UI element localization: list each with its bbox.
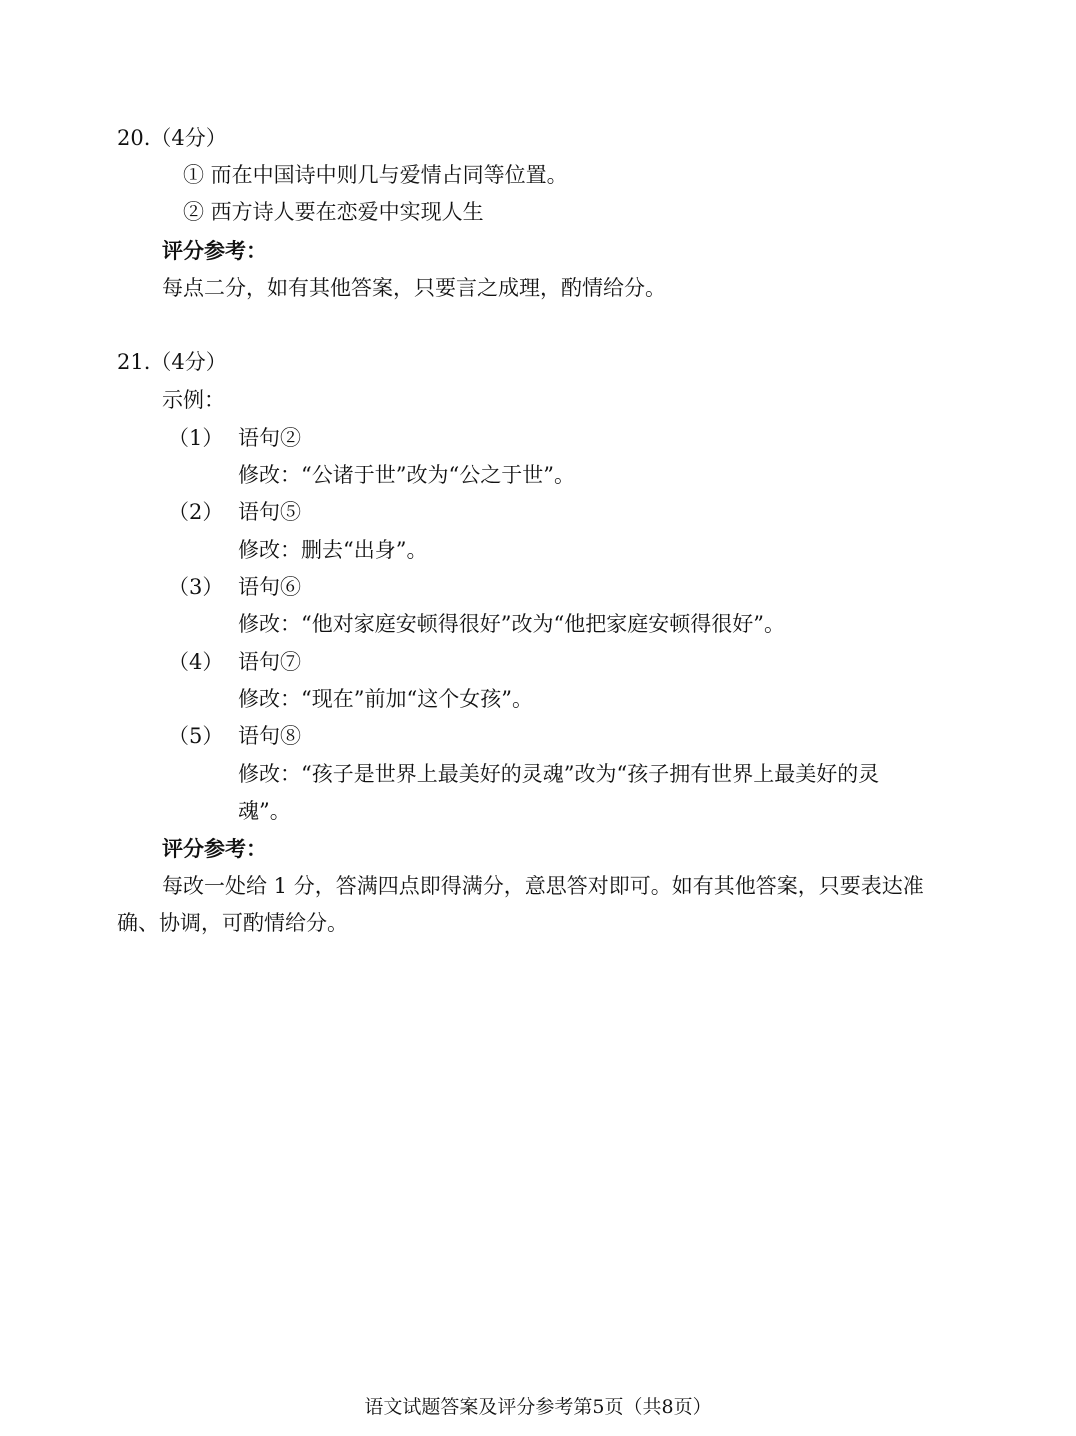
q20-answer-1: ① 而在中国诗中则几与爱情占同等位置。 — [183, 163, 568, 187]
q21-item-1-num: （1） — [168, 426, 224, 450]
page-footer: 语文试题答案及评分参考第5页（共8页） — [364, 1396, 712, 1418]
q21-item-4-sentence: 语句⑦ — [238, 650, 301, 674]
q21-item-5-fix: 修改：“孩子是世界上最美好的灵魂”改为“孩子拥有世界上最美好的灵 — [238, 762, 880, 786]
q21-rubric-line-1: 每改一处给 1 分，答满四点即得满分，意思答对即可。如有其他答案，只要表达准 — [162, 874, 924, 898]
q21-item-2-sentence: 语句⑤ — [238, 500, 301, 524]
q21-item-1-fix: 修改：“公诸于世”改为“公之于世”。 — [238, 463, 575, 487]
q21-example-label: 示例： — [162, 388, 225, 412]
q20-header: 20.（4分） — [117, 126, 227, 150]
q20-answer-2: ② 西方诗人要在恋爱中实现人生 — [183, 200, 484, 224]
q21-item-2-num: （2） — [168, 500, 224, 524]
q21-item-1-sentence: 语句② — [238, 426, 301, 450]
q21-item-4-num: （4） — [168, 650, 224, 674]
q21-item-2-fix: 修改：删去“出身”。 — [238, 538, 428, 562]
q21-item-5-num: （5） — [168, 724, 224, 748]
q21-item-5-sentence: 语句⑧ — [238, 724, 301, 748]
q21-rubric-title: 评分参考： — [162, 836, 267, 861]
q21-item-5-fix-continued: 魂”。 — [238, 799, 291, 823]
q21-item-3-num: （3） — [168, 575, 224, 599]
q21-rubric-line-2: 确、协调，可酌情给分。 — [117, 911, 348, 935]
q21-header: 21.（4分） — [117, 350, 227, 374]
q21-item-4-fix: 修改：“现在”前加“这个女孩”。 — [238, 687, 533, 711]
q20-rubric-text: 每点二分，如有其他答案，只要言之成理，酌情给分。 — [162, 276, 666, 300]
q20-rubric-title: 评分参考： — [162, 238, 267, 263]
q21-item-3-fix: 修改：“他对家庭安顿得很好”改为“他把家庭安顿得很好”。 — [238, 612, 785, 636]
q21-item-3-sentence: 语句⑥ — [238, 575, 301, 599]
